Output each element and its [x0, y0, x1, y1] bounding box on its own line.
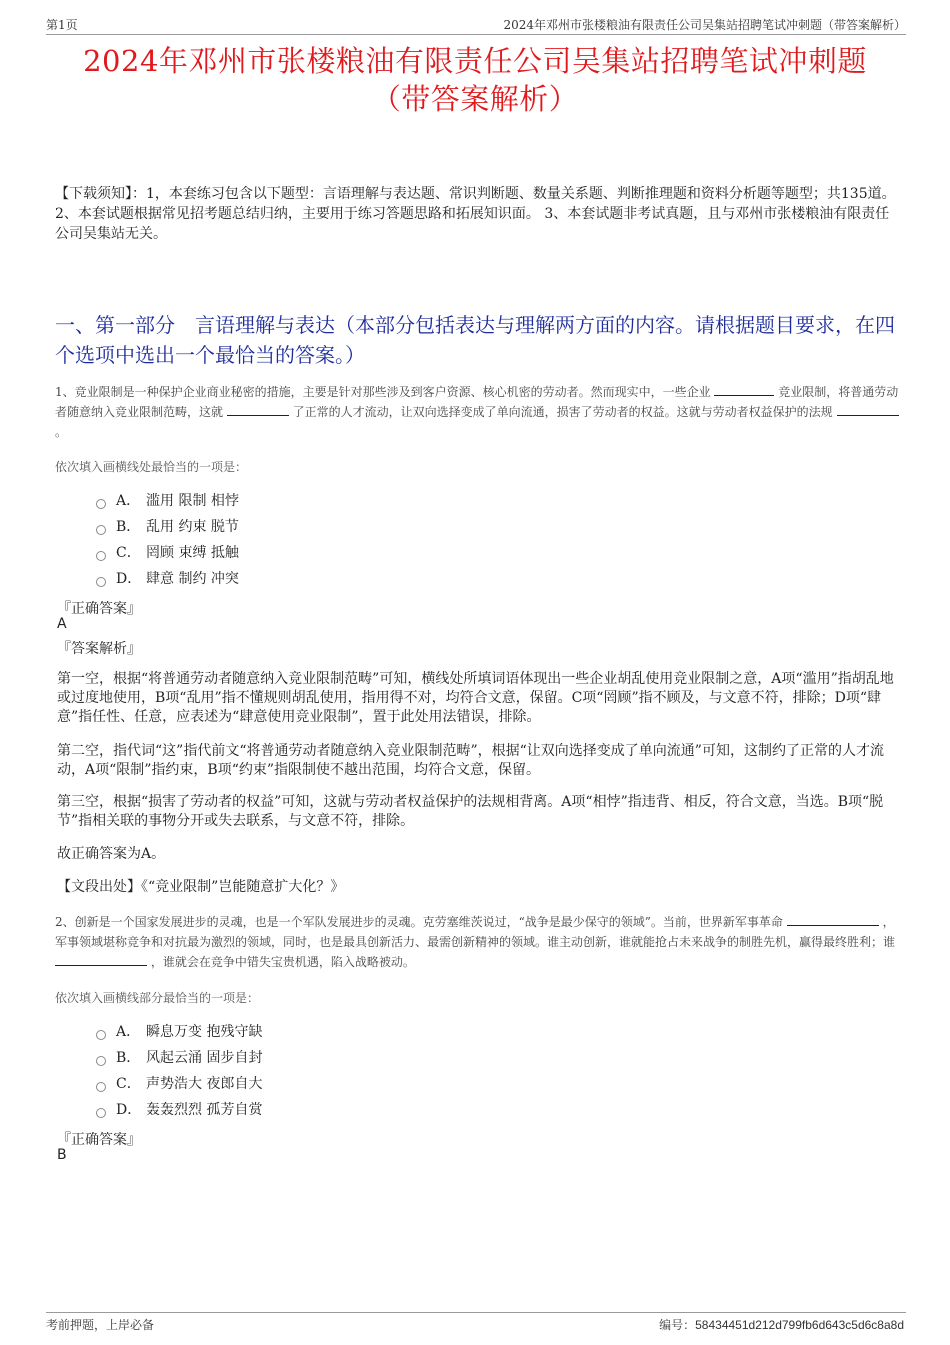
question-2-prompt: 依次填入画横线部分最恰当的一项是： [55, 991, 260, 1005]
answer-blank [55, 952, 147, 966]
option-b[interactable] [96, 513, 239, 539]
option-letter: A． [116, 1024, 141, 1040]
option-c[interactable] [96, 1070, 262, 1096]
radio-button-icon[interactable] [96, 499, 106, 509]
source-citation: 【文段出处】《“竞业限制”岂能随意扩大化？》 [57, 879, 345, 895]
q1-stem-part-d: 。 [55, 425, 68, 439]
answer-blank [227, 402, 289, 416]
analysis-paragraph: 第三空，根据“损害了劳动者的权益”可知，这就与劳动者权益保护的法规相背离。A项“相悖”指违背、相反，符合文意，当选。B项“脱节”指相关联的事物分开或失去联系，与文意不符，排除。 [57, 794, 884, 829]
radio-button-icon[interactable] [96, 577, 106, 587]
document-title-line1: 2024年邓州市张楼粮油有限责任公司吴集站招聘笔试冲刺题 [83, 44, 867, 78]
answer-blank [837, 402, 899, 416]
option-letter: C． [116, 545, 141, 561]
option-text: 瞬息万变 抱残守缺 [146, 1024, 263, 1040]
analysis-label: 『答案解析』 [57, 641, 141, 657]
option-text: 轰轰烈烈 孤芳自赏 [146, 1102, 263, 1118]
page-header [46, 14, 906, 35]
option-letter: B． [116, 519, 141, 535]
option-a[interactable] [96, 487, 239, 513]
analysis-paragraph: 第二空，指代词“这”指代前文“将普通劳动者随意纳入竞业限制范畴”，根据“让双向选择变成了单向流通”可知，这制约了正常的人才流动，A项“限制”指约束，B项“约束”指限制使不越出范围，均符合文意，保留。 [57, 743, 884, 778]
correct-answer-value: B [57, 1147, 67, 1163]
radio-button-icon[interactable] [96, 551, 106, 561]
question-1-stem [55, 382, 900, 442]
option-text: 滥用 限制 相悖 [146, 493, 239, 509]
option-d[interactable] [96, 1096, 262, 1122]
q2-stem-part-a: 2、创新是一个国家发展进步的灵魂，也是一个军队发展进步的灵魂。克劳塞维茨说过，“战争是最少保守的领域”。当前，世界新军事革命 [55, 915, 783, 929]
analysis-paragraph: 第一空，根据“将普通劳动者随意纳入竞业限制范畴”可知，横线处所填词语体现出一些企业胡乱使用竞业限制之意，A项“滥用”指胡乱地或过度地使用，B项“乱用”指不懂规则胡乱使用，指用得不对，均符合文意，保留。C项“罔顾”指不顾及，与文意不符，排除；D项“肆意”指任性、任意，应表述为“肆意使用竞业限制”，置于此处用法错误，排除。 [57, 671, 894, 725]
option-letter: D． [116, 571, 142, 587]
option-text: 声势浩大 夜郎自大 [146, 1076, 263, 1092]
correct-answer-value: A [57, 616, 67, 632]
analysis-conclusion: 故正确答案为A。 [57, 846, 166, 862]
radio-button-icon[interactable] [96, 1030, 106, 1040]
correct-answer-label: 『正确答案』 [57, 601, 141, 617]
correct-answer-label: 『正确答案』 [57, 1132, 141, 1148]
option-letter: A． [116, 493, 141, 509]
answer-blank [714, 382, 774, 396]
q1-stem-part-a: 1、竞业限制是一种保护企业商业秘密的措施，主要是针对那些涉及到客户资源、核心机密的劳动者。然而现实中，一些企业 [55, 385, 711, 399]
radio-button-icon[interactable] [96, 1082, 106, 1092]
q1-stem-part-b: 竞业限制，将普通劳动者随意纳入竞业限制范畴，这就 [55, 385, 899, 419]
question-2-stem [55, 912, 900, 972]
question-1-prompt: 依次填入画横线处最恰当的一项是： [55, 460, 248, 474]
answer-blank [787, 912, 879, 926]
document-title-line2: （带答案解析） [371, 82, 579, 116]
page-number: 第1页 [46, 18, 78, 32]
download-notice: 【下载须知】：1，本套练习包含以下题型：言语理解与表达题、常识判断题、数量关系题、判断推理题和资料分析题等题型；共135道。 2、本套试题根据常见招考题总结归纳，主要用于练习答题思路和拓展知识面。 3、本套试题非考试真题，且与邓州市张楼粮油有限责任公司吴集站无关。 [55, 186, 896, 242]
option-text: 风起云涌 固步自封 [146, 1050, 263, 1066]
option-b[interactable] [96, 1044, 262, 1070]
serial-label: 编号： [659, 1318, 696, 1332]
option-letter: C． [116, 1076, 141, 1092]
header-doc-title: 2024年邓州市张楼粮油有限责任公司吴集站招聘笔试冲刺题（带答案解析） [503, 18, 906, 32]
radio-button-icon[interactable] [96, 525, 106, 535]
footer-slogan: 考前押题，上岸必备 [46, 1318, 155, 1332]
option-text: 罔顾 束缚 抵触 [146, 545, 239, 561]
section-heading: 一、第一部分 言语理解与表达（本部分包括表达与理解两方面的内容。请根据题目要求，在四个选项中选出一个最恰当的答案。） [55, 313, 895, 367]
serial-number: 58434451d212d799fb6d643c5d6c8a8d [695, 1318, 904, 1332]
option-letter: B． [116, 1050, 141, 1066]
footer-serial [659, 1316, 904, 1333]
footer-divider [46, 1312, 906, 1313]
question-2-options [96, 1018, 262, 1122]
radio-button-icon[interactable] [96, 1056, 106, 1066]
option-text: 乱用 约束 脱节 [146, 519, 239, 535]
option-d[interactable] [96, 565, 239, 591]
option-letter: D． [116, 1102, 142, 1118]
option-a[interactable] [96, 1018, 262, 1044]
q2-stem-part-c: ，谁就会在竞争中错失宝贵机遇，陷入战略被动。 [150, 955, 415, 969]
document-title [40, 42, 910, 118]
q1-stem-part-c: 了正常的人才流动，让双向选择变成了单向流通，损害了劳动者的权益。这就与劳动者权益保护的法规 [292, 405, 833, 419]
option-c[interactable] [96, 539, 239, 565]
q2-stem-part-b: ，军事领域堪称竞争和对抗最为激烈的领域，同时，也是最具创新活力、最需创新精神的领域。谁主动创新，谁就能抢占未来战争的制胜先机，赢得最终胜利；谁 [55, 915, 896, 949]
option-text: 肆意 制约 冲突 [146, 571, 239, 587]
question-1-options [96, 487, 239, 591]
radio-button-icon[interactable] [96, 1108, 106, 1118]
